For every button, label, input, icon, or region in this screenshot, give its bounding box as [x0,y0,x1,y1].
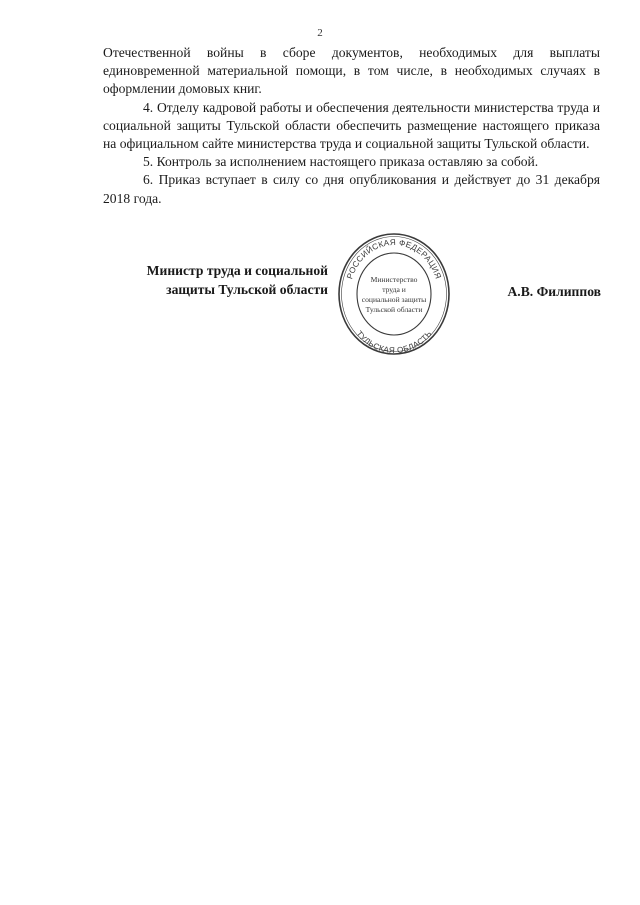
seal-inner-ring [357,253,431,335]
seal-inner-line3: социальной защиты [361,295,427,304]
seal-inner-line4: Тульской области [365,305,423,314]
page-number: 2 [317,27,323,39]
seal-inner-line2: труда и [382,285,406,294]
paragraph-item-5: 5. Контроль за исполнением настоящего приказа оставляю за собой. [143,154,539,170]
signatory-position-line2: защиты Тульской области [166,281,328,297]
signatory-name: А.В. Филиппов [507,284,601,299]
paragraph-continuation: Отечественной войны в сборе документов, необходимых для выплаты единовременной материальной помощи, в том числе, в необходимых случаях в оформлении домовых книг. [103,45,600,97]
signatory-position [106,262,328,299]
paragraph-item-4: 4. Отделу кадровой работы и обеспечения деятельности министерства труда и социальной защиты Тульской области обеспечить размещение настоящего приказа на официальном сайте министерства труда и социальной защиты Тульской области. [103,99,600,152]
document-body [103,44,600,208]
paragraph-item-6: 6. Приказ вступает в силу со дня опубликования и действует до 31 декабря 2018 года. [103,172,600,206]
seal-inner-line1: Министерство [370,275,418,284]
seal-outer-top-text: РОССИЙСКАЯ ФЕДЕРАЦИЯ [345,237,443,281]
seal-outer-bottom-text: ТУЛЬСКАЯ ОБЛАСТЬ [354,329,434,356]
official-seal-stamp [336,231,452,357]
signatory-position-line1: Министр труда и социальной [146,263,328,278]
seal-graphic [336,231,452,357]
